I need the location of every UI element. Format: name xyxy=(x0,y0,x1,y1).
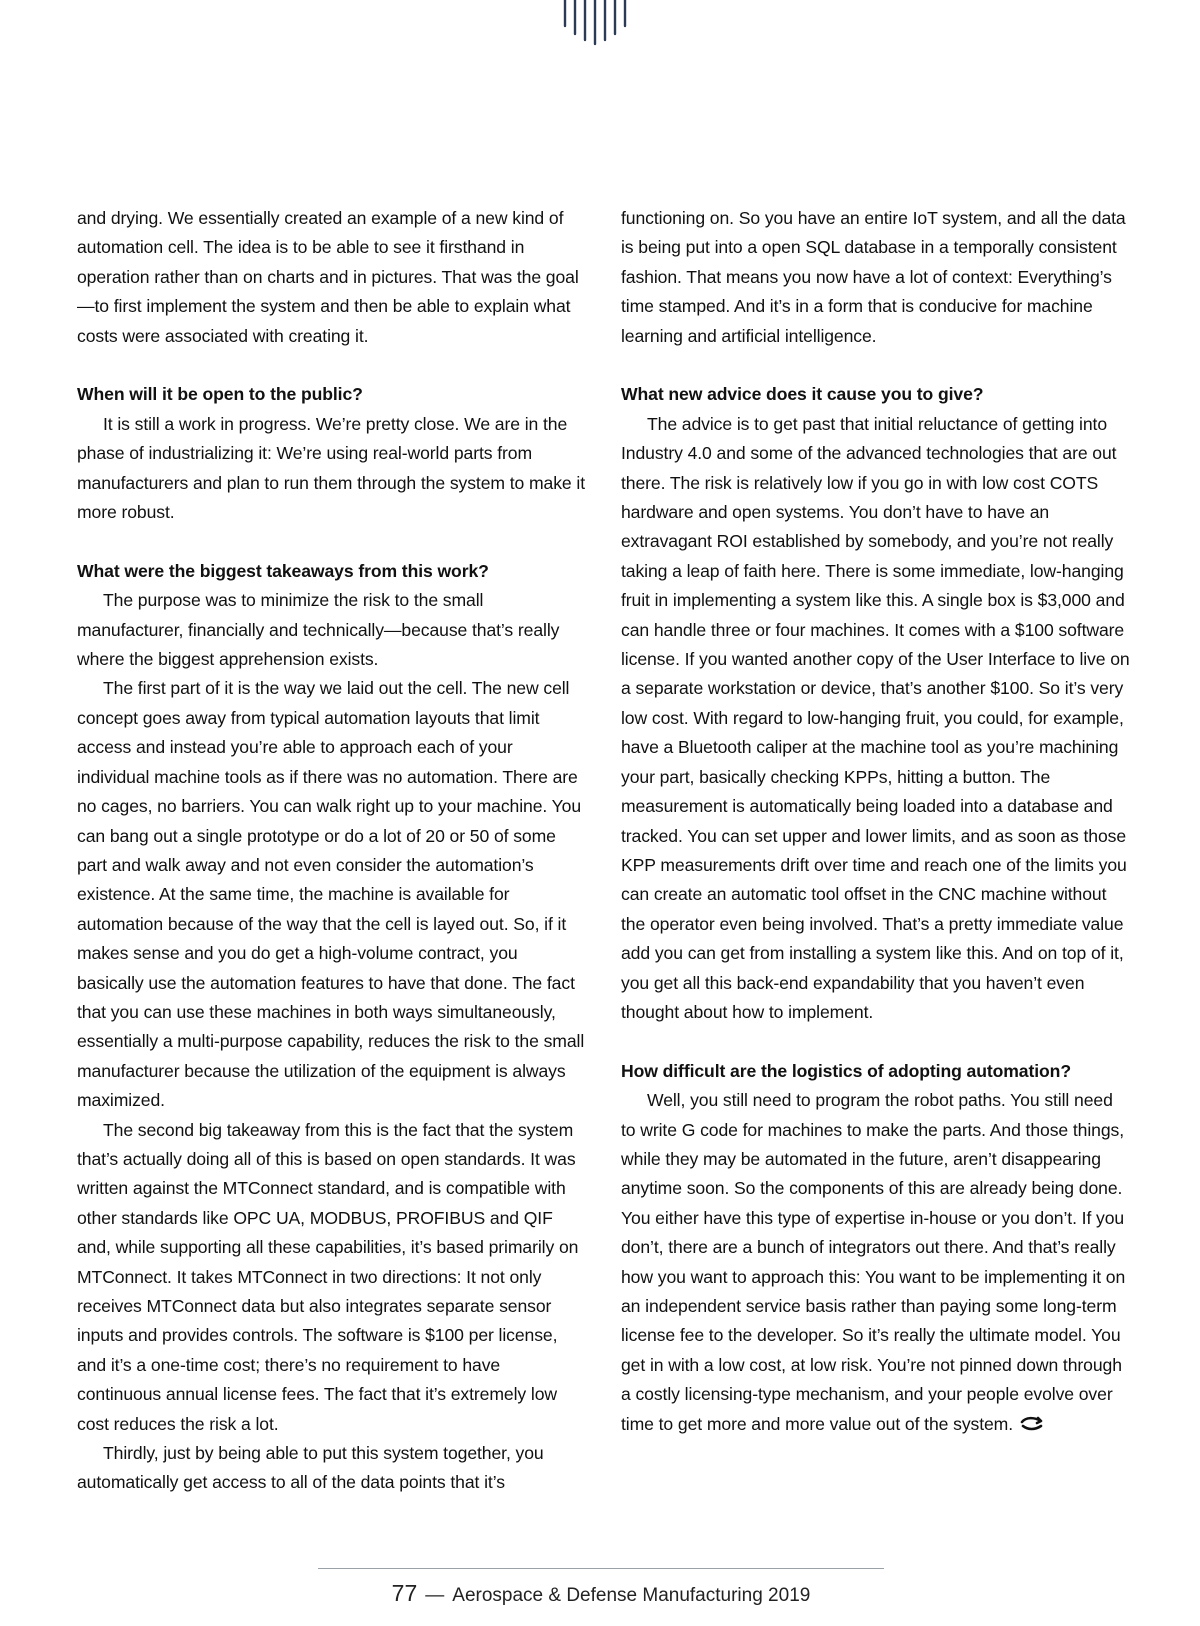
paragraph: It is still a work in progress. We’re pretty close. We are in the phase of industrializing it: We’re using real-world parts from manufacturers and plan to run them through the system to make it more robust. xyxy=(77,413,585,523)
paragraph: The first part of it is the way we laid out the cell. The new cell concept goes away from typical automation layouts that limit access and instead you’re able to approach each of your individual machine tools as if there was no automation. There are no cages, no barriers. You can walk right up to your machine. You can bang out a single prototype or do a lot of 20 or 50 of some part and walk away and not even consider the automation’s existence. At the same time, the machine is available for automation because of the way that the cell is layed out. So, if it makes sense and you do get a high-volume contract, you basically use the automation features to have that done. The fact that you can use these machines in both ways simultaneously, essentially a multi-purpose capability, reduces the risk to the small manufacturer because the utilization of the equipment is always maximized. xyxy=(77,678,585,1111)
question-heading: What were the biggest takeaways from this work? xyxy=(77,560,489,581)
paragraph: The advice is to get past that initial reluctance of getting into Industry 4.0 and some of the advanced technologies that are out there. The risk is relatively low if you go in with low cost COTS hardware and open systems. You don’t have to have an extravagant ROI established by somebody, and you’re not really taking a leap of faith here. There is some immediate, low-hanging fruit in implementing a system like this. A single box is $3,000 and can handle three or four machines. It comes with a $100 software license. If you wanted another copy of the User Interface to live on a separate workstation or device, that’s another $100. So it’s very low cost. With regard to low-hanging fruit, you could, for example, have a Bluetooth caliper at the machine tool as you’re machining your part, basically checking KPPs, hitting a button. The measurement is automatically being loaded into a database and tracked. You can set upper and lower limits, and as soon as those KPP measurements drift over time and reach one of the limits you can create an automatic tool offset in the CNC machine without the operator even being involved. That’s a pretty immediate value add you can get from installing a system like this. And on top of it, you get all this back-end expandability that you haven’t even thought about how to implement. xyxy=(621,413,1130,1022)
footer-separator: — xyxy=(425,1585,445,1606)
question-heading: What new advice does it cause you to give? xyxy=(621,384,984,405)
paragraph: and drying. We essentially created an example of a new kind of automation cell. The idea is to be able to see it firsthand in operation rather than on charts and in pictures. That was the goal—to first implement the system and then be able to explain what costs were associated with creating it. xyxy=(77,208,579,346)
page-number: 77 xyxy=(391,1580,418,1606)
question-heading: When will it be open to the public? xyxy=(77,384,363,405)
paragraph: The purpose was to minimize the risk to the small manufacturer, financially and technically—because that’s really where the biggest apprehension exists. xyxy=(77,590,560,670)
left-column xyxy=(77,204,587,1498)
paragraph: The second big takeaway from this is the fact that the system that’s actually doing all of this is based on open standards. It was written against the MTConnect standard, and is compatible with other standards like OPC UA, MODBUS, PROFIBUS and QIF and, while supporting all these capabilities, it’s based primarily on MTConnect. It takes MTConnect in two directions: It not only receives MTConnect data but also integrates separate sensor inputs and provides controls. The software is $100 per license, and it’s a one-time cost; there’s no requirement to have continuous annual license fees. The fact that it’s extremely low cost reduces the risk a lot. xyxy=(77,1119,579,1434)
question-heading: How difficult are the logistics of adopting automation? xyxy=(621,1060,1071,1081)
footer-divider xyxy=(318,1568,884,1569)
paragraph-text: Well, you still need to program the robot paths. You still need to write G code for machines to make the parts. And those things, while they may be automated in the future, aren’t disappearing anytime soon. So the components of this are already being done. You either have this type of expertise in-house or you don’t. If you don’t, there are a bunch of integrators out there. And that’s really how you want to approach this: You want to be implementing it on an independent service basis rather than paying some long-term license fee to the developer. So it’s really the ultimate model. You get in with a low cost, at low risk. You’re not pinned down through a costly licensing-type mechanism, and your people evolve over time to get more and more value out of the system. xyxy=(621,1090,1126,1434)
end-of-article-icon xyxy=(1019,1416,1045,1432)
header-lines-icon xyxy=(563,0,645,50)
paragraph-final xyxy=(621,1086,1131,1439)
publication-title: Aerospace & Defense Manufacturing 2019 xyxy=(452,1585,811,1606)
right-column xyxy=(621,204,1131,1439)
page-footer xyxy=(318,1580,884,1607)
paragraph: functioning on. So you have an entire IoT system, and all the data is being put into a open SQL database in a temporally consistent fashion. That means you now have a lot of context: Everything’s time stamped. And it’s in a form that is conducive for machine learning and artificial intelligence. xyxy=(621,208,1126,346)
paragraph: Thirdly, just by being able to put this system together, you automatically get access to all of the data points that it’s xyxy=(77,1443,544,1493)
